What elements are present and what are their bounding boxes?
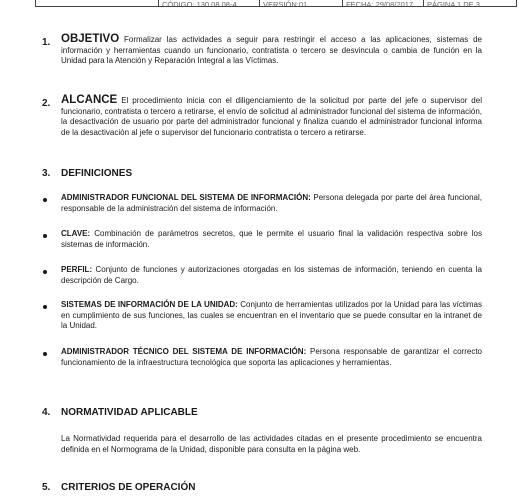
document-header-table: [35, 0, 517, 7]
section-text-alcance: El procedimiento inicia con el diligenciamiento de la solicitud por parte del jefe o supervisor del funcionario, contratista o tercero a retirarse, el envío de solicitud al administrador funcional del sistema de información, la desactivación de usuario por parte del administrador funcional y finaliza cuando el administrador funcional informa de la desactivación al jefe o supervisor del funcionario contratista o tercero a retirarse.: [61, 96, 482, 137]
section-number-definiciones: 3.: [42, 168, 51, 179]
section-title-criterios: CRITERIOS DE OPERACIÓN: [61, 482, 196, 493]
definition-term: SISTEMAS DE INFORMACIÓN DE LA UNIDAD:: [61, 300, 238, 309]
bullet-icon: [43, 270, 47, 274]
section-text-normatividad: La Normatividad requerida para el desarrollo de las actividades citadas en el presente procedimiento se encuentra definida en el Normograma de la Unidad, disponible para consulta en la página web.: [61, 434, 482, 454]
section-number-criterios: 5.: [42, 482, 51, 493]
definition-term: ADMINISTRADOR FUNCIONAL DEL SISTEMA DE INFORMACIÓN:: [61, 193, 311, 202]
section-number-alcance: 2.: [42, 98, 51, 109]
definition-term: PERFIL:: [61, 265, 93, 274]
definition-text: Conjunto de herramientas utilizados por la Unidad para las víctimas en cumplimiento de sus funciones, las cuales se encuentran en el inventario que se puede consultar en la intranet de la Unidad.: [61, 300, 482, 331]
header-pagina: PÁGINA 1 DE 3: [427, 0, 480, 6]
definition-text: Persona responsable de garantizar el correcto funcionamiento de la infraestructura tecnológica que soporta las aplicaciones y herramientas.: [61, 347, 483, 367]
header-version: VERSIÓN:01: [260, 0, 343, 6]
header-fecha: FECHA: 29/08/2017: [343, 0, 424, 6]
definition-text: Conjunto de funciones y autorizaciones otorgadas en los sistemas de información, teniendo en cuenta la descripción de Cargo.: [61, 265, 482, 285]
definition-item: [61, 193, 482, 214]
definition-text: Combinación de parámetros secretos, que le permite el usuario final la validación respectiva sobre los sistemas de información.: [61, 229, 482, 249]
section-objetivo: [42, 34, 482, 67]
bullet-icon: [43, 305, 47, 309]
section-number-normatividad: 4.: [42, 407, 51, 418]
bullet-icon: [43, 352, 47, 356]
section-title-alcance: ALCANCE: [61, 94, 118, 106]
bullet-icon: [43, 234, 47, 238]
section-title-objetivo: OBJETIVO: [61, 33, 120, 45]
definition-item: [61, 265, 482, 286]
definition-item: [61, 300, 482, 332]
section-alcance: [42, 95, 482, 138]
section-title-normatividad: NORMATIVIDAD APLICABLE: [61, 407, 198, 418]
definition-item: [61, 347, 482, 368]
definition-term: ADMINISTRADOR TÉCNICO DEL SISTEMA DE INFORMACIÓN:: [61, 347, 307, 356]
header-codigo: CÓDIGO: 130.08.08-4: [159, 0, 260, 6]
section-text-objetivo: Formalizar las actividades a seguir para restringir el acceso a las aplicaciones, sistemas de información y herramientas cuando un funcionario, contratista o tercero se desvincula o cambia de función en la Unidad para la Atención y Reparación Integral a las Víctimas.: [61, 35, 482, 66]
header-blank-cell: [36, 0, 159, 6]
bullet-icon: [43, 198, 47, 202]
definition-item: [61, 229, 482, 250]
definition-term: CLAVE:: [61, 229, 91, 238]
section-number-objetivo: 1.: [42, 37, 51, 48]
section-title-definiciones: DEFINICIONES: [61, 168, 133, 179]
definition-text: Persona delegada por parte del área funcional, responsable de la administración del sistema de información.: [61, 193, 482, 213]
